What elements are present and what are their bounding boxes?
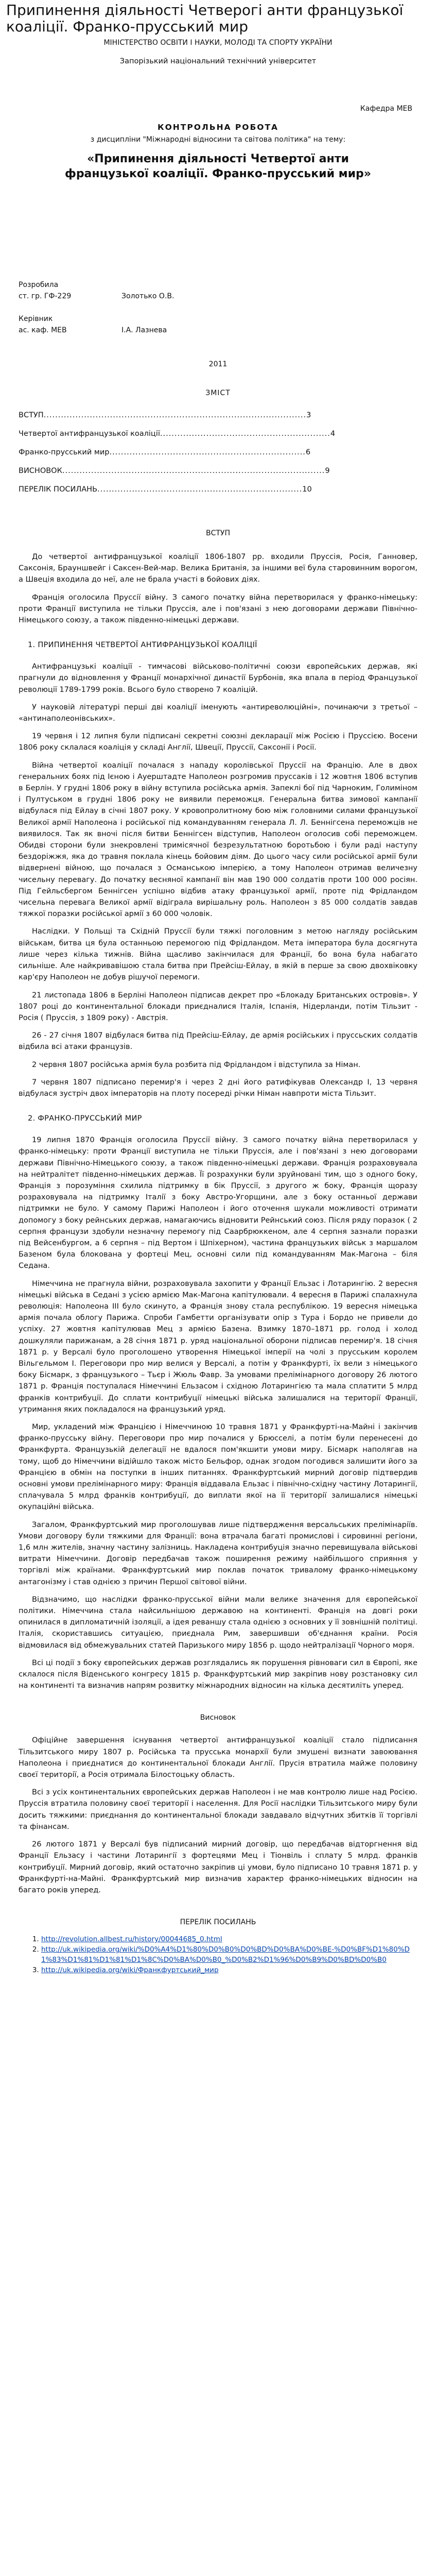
section2-paragraph: 19 липня 1870 Франція оголосила Пруссії війну. З самого початку війна перетворилася у франко-німецьку: проти Франції виступила не тільки Пруссія, але і пов'язані з нею договорами держави Північно-Німецького союзу, а також південно-німецькі держави. Франція розраховувала на нейтралітет південно-німецьких держав. Її розрахунки були зруйновані тим, що з одного боку, Франція з порозуміння схилила підтримку в бік Пруссії, з другого ж боку, Франція щоразу розраховувала на підтримку Італії з боку Австро-Угорщини, але з боку останньої держави підтримки не було. У самому Парижі Наполеон і його оточення шукали можливості отримати допомогу з боку рейнських держав, намагаючись відновити Рейнський союз. Після ряду поразок ( 2 серпня французи здобули незначну перемогу під Саарбрюккеном, але 4 серпня зазнали поразки під Вейсенбургом, а 6 серпня – під Вертом і Шпіхерном), частина французьких військ з маршалом Базеном була блокована у фортеці Мец, основні сили під командуванням Мак-Магона – біля Седана. [19, 1136, 417, 1270]
references-list [19, 1934, 417, 1975]
section2-paragraph: Мир, укладений між Францією і Німеччиною 10 травня 1871 у Франкфурті-на-Майні і закінчив франко-прусську війну. Переговори про мир почалися у Брюсселі, а потім були перенесені до Франкфурта. Французькій делегації не вдалося пом'якшити умови миру. Бісмарк наполягав на тому, щоб до Німеччини відійшло також місто Бельфор, однак згодом погодився залишити його за Францією в обмін на поступки в інших питаннях. Франкфуртський мирний договір підтвердив основні умови прелімінарного миру: Франція віддавала Ельзас і північно-східну частину Лотарингії, сплачувала 5 млрд франків контрибуції, до виплати якої на її території залишалися німецькі окупаційні війська. [19, 1423, 417, 1512]
table-of-contents [19, 406, 417, 499]
toc-item[interactable]: ВСТУП ........................................................................................... 3 [19, 411, 311, 419]
reference-item [41, 1965, 417, 1975]
supervisor-name: І.А. Лазнева [121, 326, 167, 334]
reference-link[interactable]: http://uk.wikipedia.org/wiki/%D0%A4%D1%80%D0%B0%D0%BD%D0%BA%D0%BE-%D0%BF%D1%80%D1%83%D1%81%D1%81%D1%8C%D0%BA%D0%B0_%D0%B2%D1%96%D0%B9%D0%BD%D0%B0 [41, 1945, 410, 1964]
toc-item[interactable]: Франко-прусський мир .................................................................... 6 [19, 448, 311, 456]
subject-line: з дисципліни "Міжнародні відносини та світова політика" на тему: [90, 135, 346, 144]
supervisor-row [19, 325, 417, 336]
toc-item[interactable]: Четвертої антифранцузької коаліції ........................................................... 4 [19, 430, 336, 438]
supervisor-label: Керівник [19, 315, 53, 323]
student-name: Золотько О.В. [121, 292, 175, 300]
conclusion-paragraph: 26 лютого 1871 у Версалі був підписаний мирний договір, що передбачав відторгнення від Франції Ельзасу і частини Лотарингії з фортецями Мец і Тіонвіль і сплату 5 млрд. франків контрибуції. Мирний договір, який остаточно закріпив ці умови, було підписано 10 травня 1871 р. у Франкфурті-на-Майні. Франкфуртський мир визначив характер франко-німецьких відносин на багато років уперед. [19, 1840, 417, 1894]
section1-paragraph: Антифранцузькі коаліції - тимчасові військово-політичні союзи європейських держав, які прагнули до відновлення у Франції монархічної династії Бурбонів, яка впала в період Французької революції 1789-1799 років. Всього було створено 7 коаліцій. [19, 663, 417, 694]
reference-item [41, 1934, 417, 1944]
theme-title: «Припинення діяльності Четвертої анти французької коаліції. Франко-прусський мир» [64, 152, 371, 180]
toc-item[interactable]: ВИСНОВОК ........................................................................................... 9 [19, 467, 330, 475]
section2-paragraph: Німеччина не прагнула війни, розраховувала захопити у Франції Ельзас і Лотарингію. 2 вересня німецькі війська в Седані з усією армією Мак-Магона капітулювали. 4 вересня в Парижі спалахнула революція: Наполеона III було скинуто, а Франція знову стала республікою. 19 вересня німецька армія почала облогу Парижа. Спроби Гамбетти організувати опір з Тура і Бордо не привели до успіху. 27 жовтня капітулював Мец з армією Базена. Взимку 1870–1871 рр. голод і холод дошкуляли парижанам, а 28 січня 1871 р. уряд національної оборони підписав перемир'я. 18 січня 1871 р. у Версалі було проголошено утворення Німецької імперії на чолі з прусським королем Вільгельмом І. Переговори про мир велися у Версалі, а потім у Франкфурті, їх вели з німецького боку Бісмарк, з французького – Тьєр і Жюль Фавр. За умовами прелімінарного договору 26 лютого 1871 р. Франція поступалася Німеччині Ельзасом і східною Лотарингією та мала сплатити 5 млрд франків контрибуції. До сплати контрибуції німецькі війська залишалися на території Франції, утримання яких покладалося на французький уряд. [19, 1279, 417, 1414]
section1-paragraph: 19 червня і 12 липня були підписані секретні союзні декларації між Росією і Пруссією. Восени 1806 року склалася коаліція у складі Англії, Швеції, Пруссії, Саксонії і Росії. [19, 732, 417, 752]
section1-paragraph: Війна четвертої коаліції почалася з нападу королівської Пруссії на Францію. Але в двох генеральних боях під Ієною і Ауерштадте Наполеон розгромив пруссаків і 12 жовтня 1806 вступив в Берлін. У грудні 1806 року в війну вступила російська армія. Запеклі бої під Чарноким, Голиміном і Пултуськом в грудні 1806 року не виявили переможця. Генеральна битва зимової кампанії відбулася під Ейлау в січні 1807 року. У кровопролитному бою між головними силами французької Великої армії Наполеона і російської під командуванням генерала Л. Л. Беннігсена переможців не виявилося. Так як вночі після битви Беннігсен відступив, Наполеон оголосив собі переможцем. Обидві сторони були знекровлені тримісячної безрезультатною боротьбою і були раді наступу бездоріжжя, яка до травня поклала кінець бойовим діям. До цього часу сили російської армії були відвернені війною, що почалася з Османською імперією, а тому Наполеон отримав величезну чисельну перевагу. До початку весняної кампанії він мав 190 000 солдатів проти 100 000 росіян. Під Гейльсбергом Беннігсен успішно відбив атаку французької армії, проте під Фрідландом чисельна перевага Великої армії відіграла вирішальну роль. Наполеон з 85 000 солдатів завдав тяжкої поразки російської армії з 60 000 чоловік. [19, 761, 417, 919]
section1-paragraph: Наслідки. У Польщі та Східній Пруссії були тяжкі поголовним з метою нагляду російським військам, битва ця була останньою перемогою під Фрідландом. Мета імператора була досягнута лише через кілька тижнів. Війна щасливо закінчилася для Франції, бо вона була набагато сильніше. Але найкривавішою стала битва при Прейсіш-Ейлау, в якій в перше за свою двохвіковку кар'єру Наполеон не добув рішучої перемоги. [19, 927, 417, 982]
conclusion-heading: Висновок [200, 1714, 236, 1722]
student-row [19, 291, 417, 302]
document-body [0, 37, 436, 1996]
intro-heading: ВСТУП [206, 529, 230, 537]
section2-paragraph: Загалом, Франкфуртський мир проголошував лише підтвердження версальських прелімінаріїв. Умови договору були тяжкими для Франції: вона втрачала багаті промислові і сировинні регіони, 1,6 млн жителів, значну частину залізниць. Накладена контрибуція значно перевищувала військові витрати Німеччини. Договір передбачав також поширення режиму найбільшого сприяння у торгівлі між країнами. Франкфуртський мир поклав початок тривалому франко-німецькому антагонізму і став однією з причин Першої світової війни. [19, 1520, 417, 1586]
ministry-line: МІНІСТЕРСТВО ОСВІТИ І НАУКИ, МОЛОДІ ТА СПОРТУ УКРАЇНИ [103, 39, 333, 47]
work-type-heading: КОНТРОЛЬНА РОБОТА [157, 123, 279, 132]
reference-link[interactable]: http://revolution.allbest.ru/history/00044685_0.html [41, 1935, 222, 1944]
section1-paragraph: 2 червня 1807 російська армія була розбита під Фрідландом і відступила за Німан. [32, 1060, 361, 1069]
intro-paragraph: Франція оголосила Пруссії війну. З самого початку війна перетворилася у франко-німецьку: проти Франції виступила не тільки Пруссія, але і пов'язані з нею договорами держави Північно-Німецького союзу, а також південно-німецькі держави. [19, 593, 417, 625]
section1-title: 1. ПРИПИНЕННЯ ЧЕТВЕРТОЇ АНТИФРАНЦУЗЬКОЇ КОАЛІЦІЇ [28, 641, 257, 650]
reference-link[interactable]: http://uk.wikipedia.org/wiki/Франкфуртський_мир [41, 1966, 219, 1975]
section1-paragraph: 21 листопада 1806 в Берліні Наполеон підписав декрет про «Блокаду Британських островів». У 1807 році до континентальної блокади приєдналися Італія, Іспанія, Нідерланди, потім Тільзит - Росія ( Пруссія, з 1809 року) - Австрія. [19, 991, 417, 1022]
section2-paragraph: Всі ці події з боку європейських держав розглядались як порушення рівноваги сил в Європі, яке склалося після Віденського конгресу 1815 р. Франкфуртський мир закріпив нову розстановку сил на континенті та визначив напрям розвитку міжнародних відносин на кілька десятиліть уперед. [19, 1658, 417, 1690]
developed-label: Розробила [19, 281, 59, 289]
section2-title: 2. ФРАНКО-ПРУССЬКИЙ МИР [28, 1114, 142, 1123]
signature-block [19, 279, 417, 336]
section2-paragraph: Відзначимо, що наслідки франко-прусської війни мали велике значення для європейської політики. Німеччина стала найсильнішою державою на континенті. Франція на довгі роки опинилася в дипломатичній ізоляції, а ідея реваншу стала однією з основних у її зовнішній політиці. Італія, скориставшись ситуацією, приєднала Рим, завершивши об'єднання країни. Росія відмовилася від обмежувальних статей Паризького миру 1856 р. щодо нейтралізації Чорного моря. [19, 1595, 417, 1650]
references-heading: ПЕРЕЛІК ПОСИЛАНЬ [180, 1918, 256, 1927]
conclusion-paragraph: Всі з усіх континентальних європейських держав Наполеон і не мав контролю лише над Росією. Пруссія втратила половину своєї території і населення. Для Росії наслідки Тільзитського миру були досить тяжкими: приєднання до континентальної блокади завдавало відчутних збитків її торгівлі та фінансам. [19, 1788, 417, 1831]
section1-paragraph: 7 червня 1807 підписано перемир'я і через 2 дні його ратифікував Олександр І, 13 червня відбулася зустріч двох імператорів на плоту посереді річки Німан навпроти міста Тільзит. [19, 1078, 417, 1098]
reference-item [41, 1944, 417, 1965]
conclusion-paragraph: Офіційне завершення існування четвертої антифранцузької коаліції стало підписання Тільзитського миру 1807 р. Російська та прусська монархії були змушені визнати завоювання Наполеона і приєднатися до континентальної блокади Англії. Прусія втратила майже половину своєї території, а Росія отримала Білостоцьку область. [19, 1736, 417, 1780]
department-line: Кафедра МЕВ [360, 105, 412, 113]
toc-heading: ЗМІСТ [205, 389, 231, 397]
window-title: Припинення діяльності Четверогі анти французької коаліції. Франко-прусський мир [6, 2, 404, 35]
supervisor-title: ас. каф. МЕВ [19, 326, 67, 334]
intro-paragraph: До четвертої антифранцузької коаліції 1806-1807 рр. входили Пруссія, Росія, Ганновер, Саксонія, Брауншвейг і Саксен-Вей-мар. Велика Британія, за іншими веї була старовинним ворогом, а Швеція входила до неї, але не брала участі в бойових діях. [19, 553, 417, 584]
section1-paragraph: У науковій літературі перші дві коаліції іменують «антиреволюційні», починаючи з третьої – «антинаполеонівських». [19, 703, 417, 723]
section1-paragraph: 26 - 27 січня 1807 відбулася битва під Прейсіш-Ейлау, де армія російських і пруссьских солдатів відбила всі атаки французів. [19, 1031, 417, 1052]
toc-item[interactable]: ПЕРЕЛІК ПОСИЛАНЬ ....................................................................... 10 [19, 485, 312, 494]
year: 2011 [208, 360, 228, 368]
university-line: Запорізький національний технічний університет [119, 57, 317, 65]
student-group: ст. гр. ГФ-229 [19, 292, 72, 300]
